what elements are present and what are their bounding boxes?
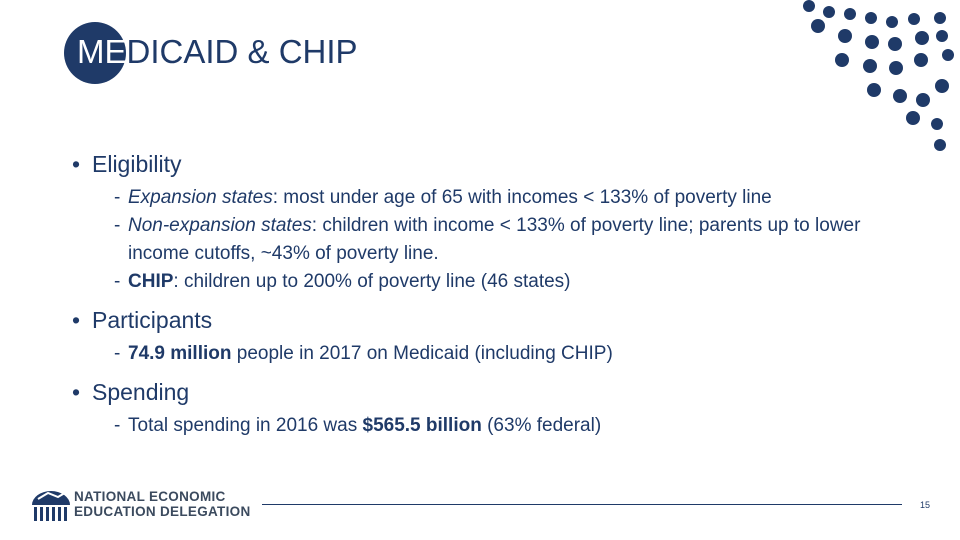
decorative-dot xyxy=(865,12,877,24)
decorative-dot xyxy=(906,111,920,125)
text-run: Expansion states xyxy=(128,187,273,208)
decorative-dot xyxy=(888,37,902,51)
title-rest: DICAID & CHIP xyxy=(126,33,358,70)
text-run: : children up to 200% of poverty line (46 states) xyxy=(173,271,571,292)
text-run: Non-expansion states xyxy=(128,215,312,236)
text-run: people in 2017 on Medicaid (including CHIP) xyxy=(231,343,613,364)
list-item xyxy=(72,268,912,296)
bullet-icon: • xyxy=(72,379,81,405)
decorative-dot xyxy=(811,19,825,33)
decorative-dot xyxy=(838,29,852,43)
section-heading-text: Spending xyxy=(92,379,190,405)
text-run: Total spending in 2016 was xyxy=(128,415,363,436)
section xyxy=(72,150,912,296)
decorative-dot xyxy=(886,16,898,28)
decorative-dot xyxy=(803,0,815,12)
dash-icon: - xyxy=(114,215,121,236)
text-run: CHIP xyxy=(128,271,174,292)
section xyxy=(72,306,912,368)
decorative-dot xyxy=(908,13,920,25)
text-run: (63% federal) xyxy=(481,415,602,436)
decorative-dot xyxy=(931,118,943,130)
decorative-dot xyxy=(823,6,835,18)
slide-content xyxy=(72,150,912,450)
text-run: : most under age of 65 with incomes < 133% of poverty line xyxy=(272,187,772,208)
text-run: $565.5 billion xyxy=(362,415,482,436)
dash-icon: - xyxy=(114,187,121,208)
logo-wordmark xyxy=(74,489,251,519)
logo-line-1: NATIONAL ECONOMIC xyxy=(74,489,226,504)
dash-icon: - xyxy=(114,343,121,364)
decorative-dot xyxy=(936,30,948,42)
section-heading-text: Participants xyxy=(92,307,213,333)
title-lead: ME xyxy=(77,33,127,70)
page-title xyxy=(77,32,358,72)
text-run: : children with income < 133% of poverty line; parents up to lower income cutoffs, ~43% of poverty line. xyxy=(128,215,861,264)
text-run: 74.9 million xyxy=(128,343,232,364)
page-number: 15 xyxy=(920,500,931,510)
list-item-text xyxy=(128,212,912,268)
need-column-logo-icon xyxy=(28,487,74,523)
list-item-text xyxy=(128,340,912,368)
decorative-dot xyxy=(915,31,929,45)
list-item-text xyxy=(128,268,912,296)
decorative-dot xyxy=(889,61,903,75)
section-heading xyxy=(72,150,912,178)
logo-line-2: EDUCATION DELEGATION xyxy=(74,504,251,519)
list-item xyxy=(72,212,912,268)
decorative-dot xyxy=(863,59,877,73)
footer-divider xyxy=(262,504,902,505)
list-item-text xyxy=(128,412,912,440)
decorative-dot xyxy=(935,79,949,93)
decorative-dot xyxy=(934,12,946,24)
dash-icon: - xyxy=(114,415,121,436)
list-item xyxy=(72,340,912,368)
dot-pattern-icon xyxy=(790,0,960,160)
bullet-icon: • xyxy=(72,151,81,177)
decorative-dot xyxy=(865,35,879,49)
list-item xyxy=(72,412,912,440)
decorative-dot xyxy=(942,49,954,61)
list-item xyxy=(72,184,912,212)
section-heading-text: Eligibility xyxy=(92,151,182,177)
decorative-dot xyxy=(844,8,856,20)
decorative-dot xyxy=(916,93,930,107)
bullet-icon: • xyxy=(72,307,81,333)
decorative-dot xyxy=(914,53,928,67)
section-heading xyxy=(72,378,912,406)
decorative-dot xyxy=(934,139,946,151)
list-item-text xyxy=(128,184,912,212)
section-heading xyxy=(72,306,912,334)
section xyxy=(72,378,912,440)
dash-icon: - xyxy=(114,271,121,292)
decorative-dot xyxy=(835,53,849,67)
decorative-dot xyxy=(893,89,907,103)
decorative-dot xyxy=(867,83,881,97)
